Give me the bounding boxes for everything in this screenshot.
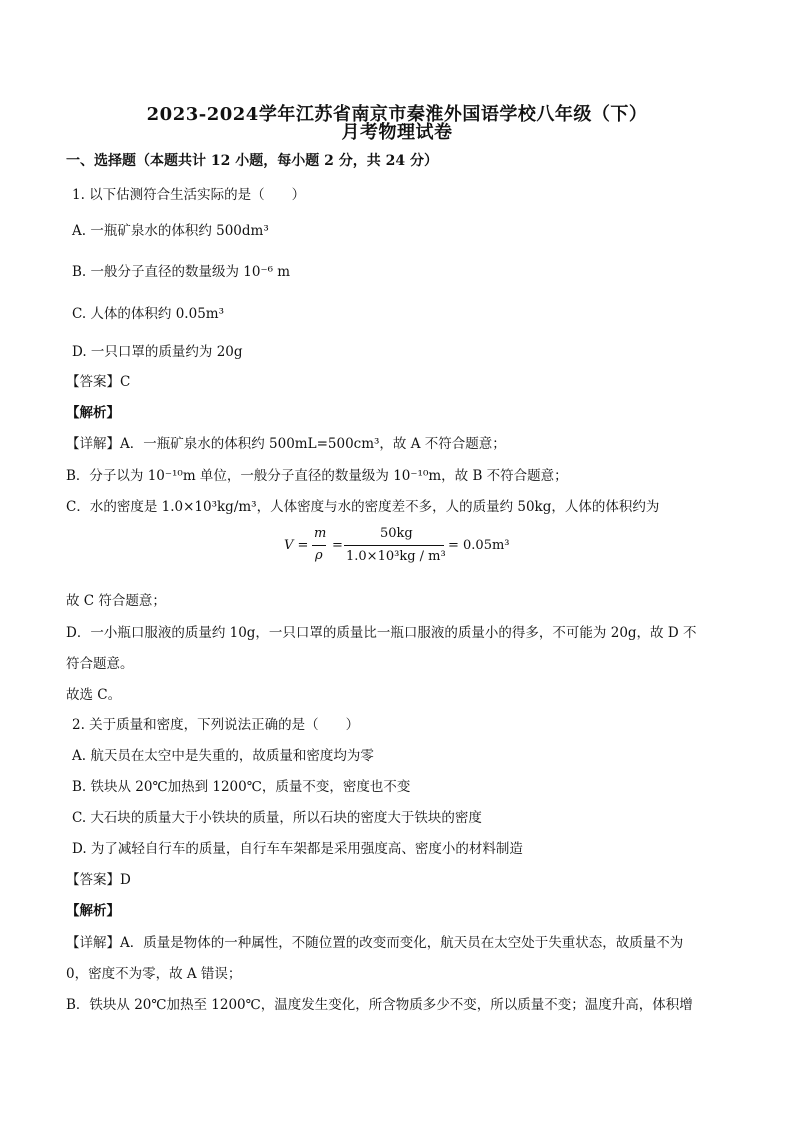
doc-title-line1: 2023-2024学年江苏省南京市秦淮外国语学校八年级（下） [146,104,648,125]
formula-fraction-bar-1 [312,545,326,546]
q1-option-b: B. 一般分子直径的数量级为 10⁻⁶ m [72,264,291,280]
formula-numerator: 50kg [380,526,413,541]
q1-detail-b: B．分子以为 10⁻¹⁰m 单位，一般分子直径的数量级为 10⁻¹⁰m，故 B 不符合题意； [66,468,568,484]
formula-fraction-bar-2 [344,545,444,546]
q1-detail-a: 【详解】A．一瓶矿泉水的体积约 500mL=500cm³，故 A 不符合题意； [66,436,506,452]
q2-detail-a1: 【详解】A．质量是物体的一种属性，不随位置的改变而变化，航天员在太空处于失重状态，故质量不为 [66,935,684,951]
doc-title-line2: 月考物理试卷 [341,122,453,143]
q1-option-c: C. 人体的体积约 0.05m³ [72,306,224,322]
q1-detail-c: C．水的密度是 1.0×10³kg/m³，人体密度与水的密度差不多，人的质量约 50kg，人体的体积约为 [66,499,660,515]
section-heading: 一、选择题（本题共计 12 小题，每小题 2 分，共 24 分） [66,153,438,169]
q2-answer: 【答案】D [66,872,131,888]
q1-detail-d2: 符合题意。 [66,656,134,672]
formula-result: = 0.05m³ [448,538,510,553]
q1-detail-d1: D．一小瓶口服液的质量约 10g，一只口罩的质量比一瓶口服液的质量小的得多，不可能为 20g，故 D 不 [66,625,697,641]
q1-formula [284,524,524,568]
q2-detail-a2: 0，密度不为零，故 A 错误； [66,966,242,982]
q2-option-a: A. 航天员在太空中是失重的，故质量和密度均为零 [72,748,374,764]
q1-option-d: D. 一只口罩的质量约为 20g [72,344,243,360]
q2-stem: 2. 关于质量和密度，下列说法正确的是（ ） [72,717,360,733]
q2-option-c: C. 大石块的质量大于小铁块的质量，所以石块的密度大于铁块的密度 [72,810,482,826]
q1-analysis-label: 【解析】 [66,405,120,421]
formula-equals: = [332,538,343,553]
formula-rho: ρ [315,548,323,563]
formula-lhs: V = [284,538,309,553]
formula-denominator: 1.0×10³kg / m³ [346,549,446,564]
q1-stem: 1. 以下估测符合生活实际的是（ ） [72,187,306,203]
q1-choose: 故选 C。 [66,687,122,703]
q2-option-b: B. 铁块从 20℃加热到 1200℃，质量不变，密度也不变 [72,779,411,795]
q2-detail-b: B．铁块从 20℃加热至 1200℃，温度发生变化，所含物质多少不变，所以质量不变；温度升高，体积增 [66,997,693,1013]
formula-m: m [314,526,327,541]
q1-answer: 【答案】C [66,374,131,390]
q1-option-a: A. 一瓶矿泉水的体积约 500dm³ [72,223,269,239]
q2-option-d: D. 为了减轻自行车的质量，自行车车架都是采用强度高、密度小的材料制造 [72,841,523,857]
q1-c-conclusion: 故 C 符合题意； [66,593,166,609]
q2-analysis-label: 【解析】 [66,903,120,919]
